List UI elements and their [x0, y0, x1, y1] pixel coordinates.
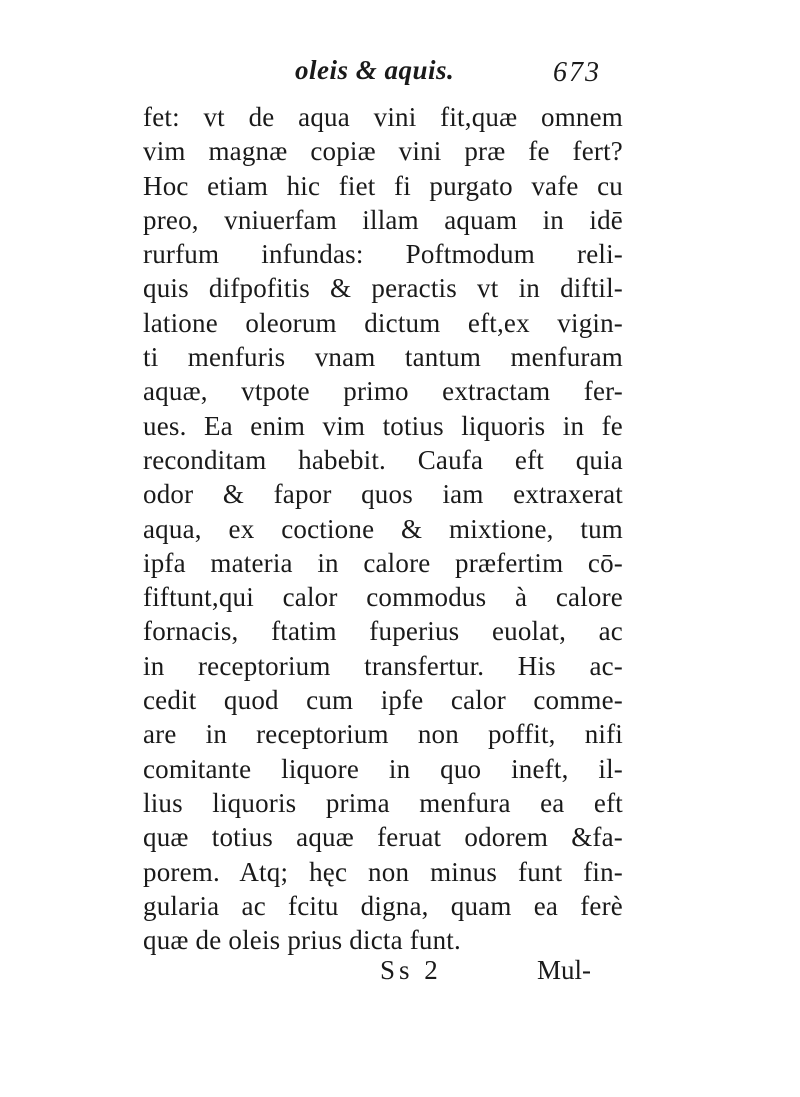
text-line: Hoc etiam hic fiet fi purgato vafe cu — [143, 170, 623, 201]
text-line: odor & fapor quos iam extraxerat — [143, 479, 623, 510]
running-head — [285, 55, 615, 95]
text-line: porem. Atq; hęc non minus funt fin- — [143, 856, 623, 887]
text-line: latione oleorum dictum eft,ex vigin- — [143, 307, 623, 338]
page-number: 673 — [553, 57, 601, 88]
text-line: ipfa materia in calore præfertim cō- — [143, 547, 623, 578]
running-head-title: oleis & aquis. — [295, 55, 455, 85]
text-line: fet: vt de aqua vini fit,quæ omnem — [143, 102, 623, 132]
body-text — [143, 100, 623, 957]
text-line: ti menfuris vnam tantum menfuram — [143, 342, 623, 373]
page-footer — [380, 955, 630, 991]
text-line: are in receptorium non poffit, nifi — [143, 719, 623, 750]
text-line: preo, vniuerfam illam aquam in idē — [143, 204, 623, 235]
catchword: Mul- — [537, 955, 591, 985]
text-line: quæ totius aquæ feruat odorem &fa- — [143, 822, 623, 853]
text-line: ues. Ea enim vim totius liquoris in fe — [143, 410, 623, 441]
text-line: reconditam habebit. Caufa eft quia — [143, 444, 623, 475]
text-line: aquæ, vtpote primo extractam fer- — [143, 376, 623, 407]
text-line: fornacis, ftatim fuperius euolat, ac — [143, 616, 623, 647]
text-line: in receptorium transfertur. His ac- — [143, 650, 623, 681]
text-line: rurfum infundas: Poftmodum reli- — [143, 239, 623, 270]
text-line: quis difpofitis & peractis vt in diftil- — [143, 273, 623, 304]
text-line: cedit quod cum ipfe calor comme- — [143, 685, 623, 716]
text-line: aqua, ex coctione & mixtione, tum — [143, 513, 623, 544]
text-line: gularia ac fcitu digna, quam ea ferè — [143, 890, 623, 921]
text-line: lius liquoris prima menfura ea eft — [143, 787, 623, 818]
text-line: quæ de oleis prius dicta funt. — [143, 925, 461, 956]
text-line: fiftunt,qui calor commodus à calore — [143, 582, 623, 613]
text-line: vim magnæ copiæ vini præ fe fert? — [143, 136, 623, 167]
text-line: comitante liquore in quo ineft, il- — [143, 753, 623, 784]
signature-mark: Ss 2 — [380, 955, 442, 985]
